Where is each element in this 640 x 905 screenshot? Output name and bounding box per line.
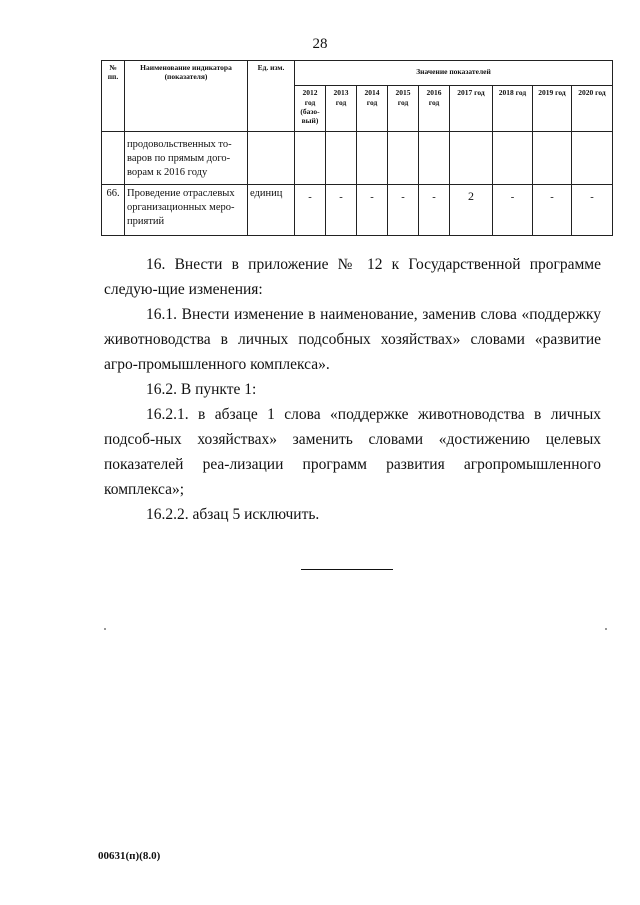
header-year-2012: 2012 год (базо-вый) bbox=[295, 86, 326, 132]
cell-value-2017 bbox=[450, 132, 493, 185]
header-year-2020: 2020 год bbox=[572, 86, 613, 132]
cell-value-2015 bbox=[388, 132, 419, 185]
header-year-2017: 2017 год bbox=[450, 86, 493, 132]
cell-value-2018 bbox=[493, 132, 533, 185]
header-year-2019: 2019 год bbox=[533, 86, 572, 132]
header-name: Наименование индикатора (показателя) bbox=[125, 61, 248, 132]
indicators-table bbox=[101, 60, 613, 236]
cell-num bbox=[102, 132, 125, 185]
cell-value-2012: - bbox=[295, 185, 326, 236]
cell-value-2015: - bbox=[388, 185, 419, 236]
cell-unit bbox=[248, 132, 295, 185]
paragraph-16-2: 16.2. В пункте 1: bbox=[146, 381, 257, 398]
cell-num: 66. bbox=[102, 185, 125, 236]
cell-name: продовольственных то-варов по прямым дого-ворам к 2016 году bbox=[125, 132, 248, 185]
cell-value-2016: - bbox=[419, 185, 450, 236]
cell-value-2013 bbox=[326, 132, 357, 185]
paragraph-16-2-2: 16.2.2. абзац 5 исключить. bbox=[146, 506, 320, 523]
page-number: 28 bbox=[312, 36, 328, 52]
cell-value-2013: - bbox=[326, 185, 357, 236]
end-divider bbox=[301, 569, 393, 570]
cell-value-2017: 2 bbox=[450, 185, 493, 236]
table-row bbox=[102, 132, 613, 185]
cell-value-2018: - bbox=[493, 185, 533, 236]
cell-value-2020: - bbox=[572, 185, 613, 236]
body-text bbox=[104, 252, 601, 527]
cell-value-2019: - bbox=[533, 185, 572, 236]
cell-unit: единиц bbox=[248, 185, 295, 236]
header-row-group bbox=[102, 61, 613, 86]
header-year-2015: 2015 год bbox=[388, 86, 419, 132]
paragraph-16-2-1: 16.2.1. в абзаце 1 слова «поддержке животноводства в личных подсоб-ных хозяйствах» заменить словами «достижению целевых показателей реа-лизации программ развития агропромышленного комплекса»; bbox=[104, 406, 601, 498]
scan-speck bbox=[104, 628, 106, 630]
header-year-2018: 2018 год bbox=[493, 86, 533, 132]
table-row bbox=[102, 185, 613, 236]
header-year-2016: 2016 год bbox=[419, 86, 450, 132]
header-year-2013: 2013 год bbox=[326, 86, 357, 132]
cell-name: Проведение отраслевых организационных меро-приятий bbox=[125, 185, 248, 236]
document-code: 00631(п)(8.0) bbox=[98, 850, 161, 862]
cell-value-2020 bbox=[572, 132, 613, 185]
header-unit: Ед. изм. bbox=[248, 61, 295, 132]
cell-value-2014 bbox=[357, 132, 388, 185]
paragraph-16: 16. Внести в приложение № 12 к Государственной программе следую-щие изменения: bbox=[104, 256, 601, 298]
paragraph-16-1: 16.1. Внести изменение в наименование, заменив слова «поддержку животноводства в личных подсобных хозяйствах» словами «развитие агро-промышленного комплекса». bbox=[104, 306, 601, 373]
cell-value-2019 bbox=[533, 132, 572, 185]
header-num: № пп. bbox=[102, 61, 125, 132]
cell-value-2016 bbox=[419, 132, 450, 185]
cell-value-2014: - bbox=[357, 185, 388, 236]
header-values-group: Значение показателей bbox=[295, 61, 613, 86]
cell-value-2012 bbox=[295, 132, 326, 185]
scan-speck bbox=[605, 628, 607, 630]
header-year-2014: 2014 год bbox=[357, 86, 388, 132]
